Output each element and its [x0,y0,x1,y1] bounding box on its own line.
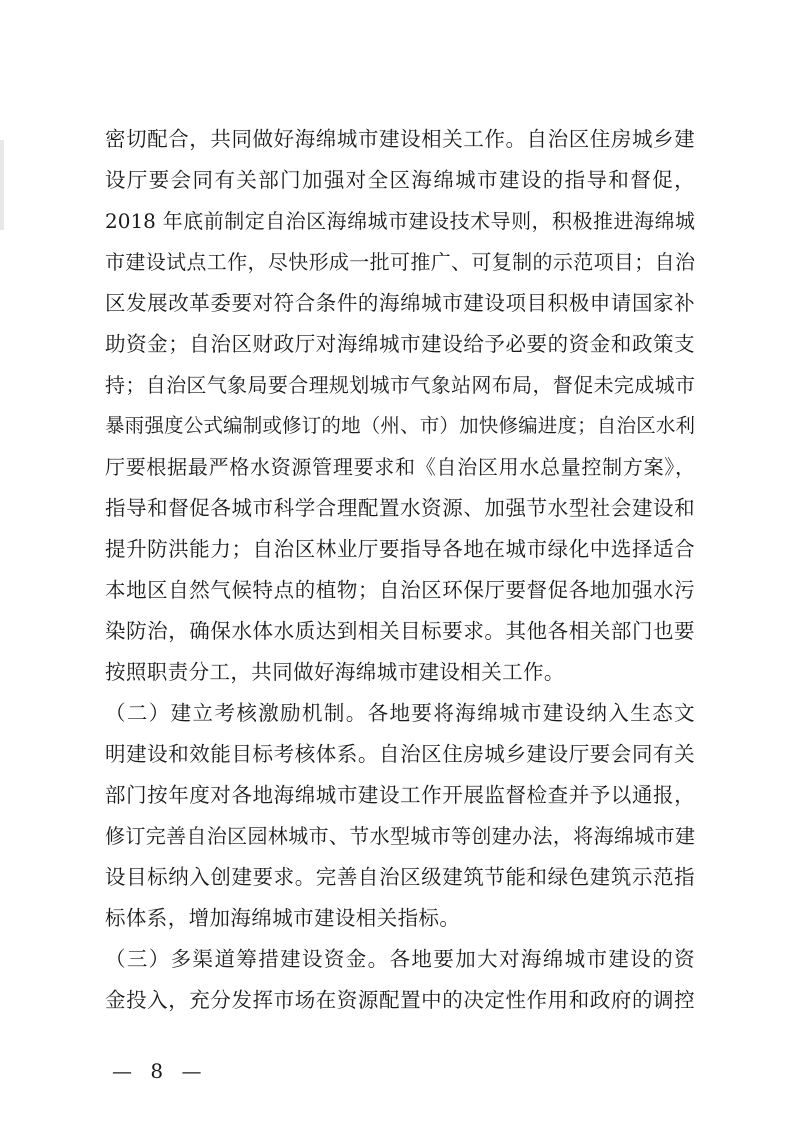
text-line: 明建设和效能目标考核体系。自治区住房城乡建设厅要会同有关 [105,742,695,766]
paragraph-end-line: 标体系，增加海绵城市建设相关指标。 [105,906,461,930]
text-line: 染防治，确保水体水质达到相关目标要求。其他各相关部门也要 [105,619,695,643]
text-line: 市建设试点工作，尽快形成一批可推广、可复制的示范项目；自治 [105,250,695,274]
scan-edge-mark [0,140,4,230]
paragraph-end-line: 按照职责分工，共同做好海绵城市建设相关工作。 [105,660,565,684]
section-heading-line: （三）多渠道筹措建设资金。各地要加大对海绵城市建设的资 [105,947,695,971]
text-line: 本地区自然气候特点的植物；自治区环保厅要督促各地加强水污 [105,578,695,602]
section-heading-line: （二）建立考核激励机制。各地要将海绵城市建设纳入生态文 [105,701,695,725]
text-line: 厅要根据最严格水资源管理要求和《自治区用水总量控制方案》， [105,455,695,479]
text-line: 金投入，充分发挥市场在资源配置中的决定性作用和政府的调控 [105,988,695,1012]
text-line: 2018 年底前制定自治区海绵城市建设技术导则，积极推进海绵城 [105,209,695,233]
text-line: 部门按年度对各地海绵城市建设工作开展监督检查并予以通报， [105,783,695,807]
text-line: 设目标纳入创建要求。完善自治区级建筑节能和绿色建筑示范指 [105,865,695,889]
text-line: 设厅要会同有关部门加强对全区海绵城市建设的指导和督促， [105,168,695,192]
text-line: 区发展改革委要对符合条件的海绵城市建设项目积极申请国家补 [105,291,695,315]
text-line: 助资金；自治区财政厅对海绵城市建设给予必要的资金和政策支 [105,332,695,356]
text-line: 指导和督促各城市科学合理配置水资源、加强节水型社会建设和 [105,496,695,520]
text-line: 提升防洪能力；自治区林业厅要指导各地在城市绿化中选择适合 [105,537,695,561]
page-number: — 8 — [112,1059,208,1083]
text-line: 密切配合，共同做好海绵城市建设相关工作。自治区住房城乡建 [105,127,695,151]
text-line: 持；自治区气象局要合理规划城市气象站网布局，督促未完成城市 [105,373,695,397]
text-line: 暴雨强度公式编制或修订的地（州、市）加快修编进度；自治区水利 [105,414,695,437]
text-line: 修订完善自治区园林城市、节水型城市等创建办法，将海绵城市建 [105,824,695,848]
